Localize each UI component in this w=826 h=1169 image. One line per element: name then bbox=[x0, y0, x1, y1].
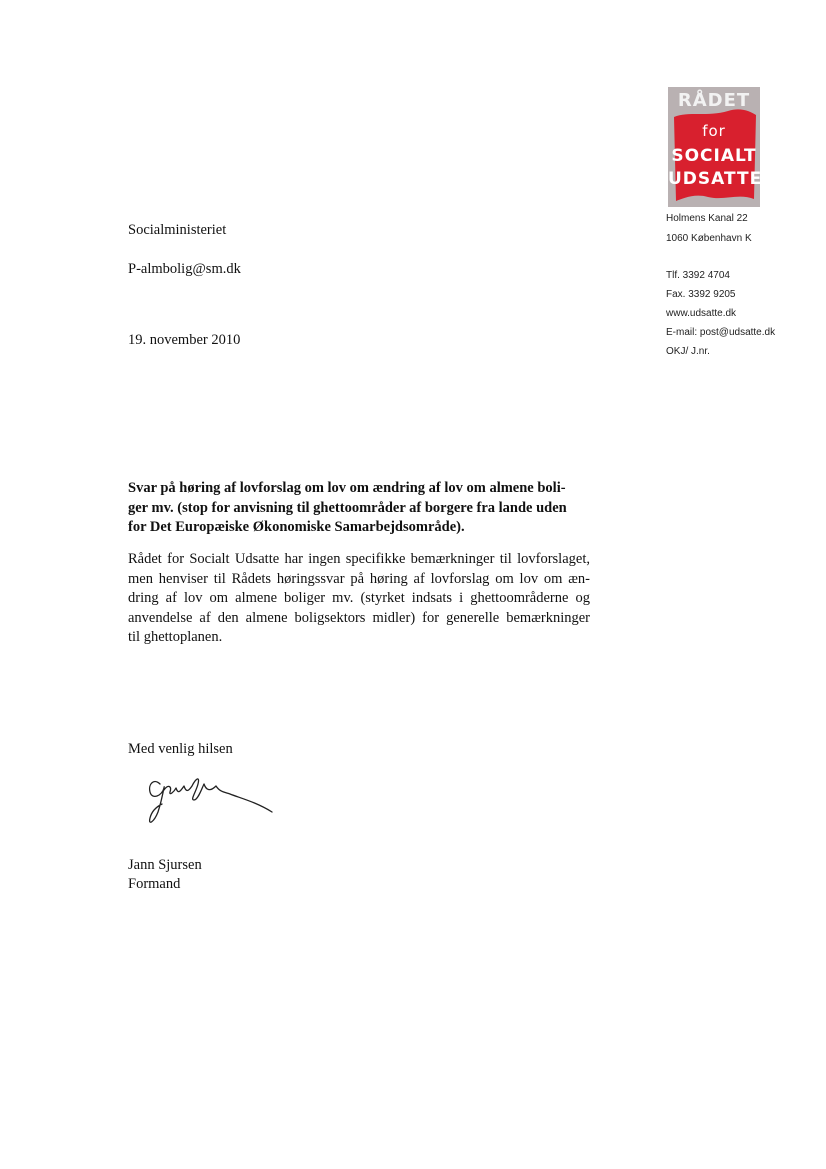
sender-phone: Tlf. 3392 4704 bbox=[666, 270, 730, 281]
sender-address-line2: 1060 København K bbox=[666, 233, 752, 244]
subject-line: for Det Europæiske Økonomiske Samarbejdsområde). bbox=[128, 519, 465, 535]
logo-text-line1: RÅDET bbox=[677, 90, 751, 111]
body-line: dring af lov om almene boliger mv. (styrket indsats i ghettoområderne og bbox=[128, 590, 590, 606]
recipient-name: Socialministeriet bbox=[128, 222, 227, 238]
subject-line: Svar på høring af lovforslag om lov om ændring af lov om almene boli- bbox=[128, 480, 566, 496]
logo-text-line4: UDSATTE bbox=[668, 169, 763, 189]
signatory-name: Jann Sjursen bbox=[128, 857, 202, 873]
closing-greeting: Med venlig hilsen bbox=[128, 741, 233, 757]
sender-fax: Fax. 3392 9205 bbox=[666, 289, 736, 300]
signatory-title: Formand bbox=[128, 876, 181, 892]
body-line: til ghettoplanen. bbox=[128, 629, 223, 645]
sender-address-line1: Holmens Kanal 22 bbox=[666, 213, 748, 224]
handwritten-signature bbox=[140, 770, 280, 835]
body-line: Rådet for Socialt Udsatte har ingen specifikke bemærkninger til lovforslaget, bbox=[128, 551, 590, 567]
letter-subject bbox=[128, 479, 590, 538]
sender-email: E-mail: post@udsatte.dk bbox=[666, 327, 776, 338]
recipient-email: P-almbolig@sm.dk bbox=[128, 261, 241, 277]
logo-text-line3: SOCIALT bbox=[671, 146, 757, 166]
council-logo bbox=[668, 87, 763, 207]
body-line: men henviser til Rådets høringssvar på høring af lovforslag om lov om æn- bbox=[128, 570, 590, 587]
subject-line: ger mv. (stop for anvisning til ghettoområder af borgere fra lande uden bbox=[128, 499, 567, 516]
letter-body bbox=[128, 550, 590, 648]
letter-date: 19. november 2010 bbox=[128, 332, 241, 348]
sender-website: www.udsatte.dk bbox=[666, 308, 737, 319]
logo-text-line2: for bbox=[702, 122, 726, 140]
body-line: anvendelse af den almene boligsektors midler) for generelle bemærkninger bbox=[128, 609, 590, 626]
sender-reference: OKJ/ J.nr. bbox=[666, 346, 710, 357]
